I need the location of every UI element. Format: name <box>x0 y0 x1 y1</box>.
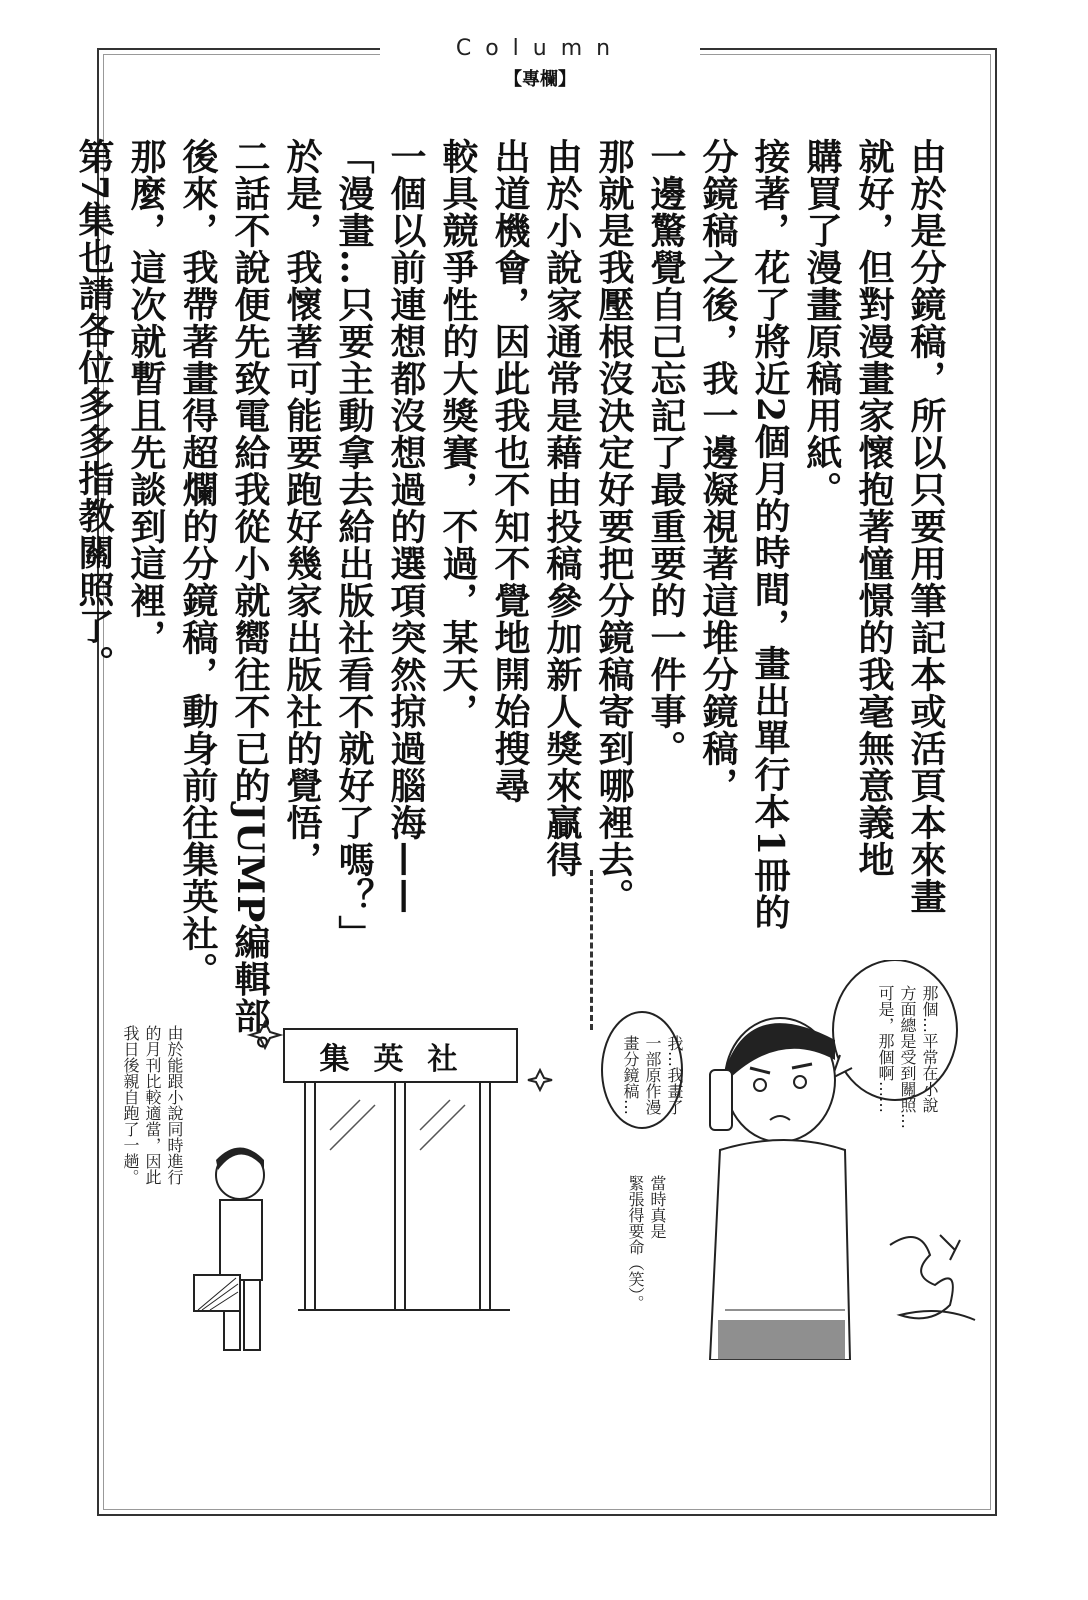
body-line: 就好，但對漫畫家懷抱著憧憬的我毫無意義地 <box>853 138 895 878</box>
body-line: 接著，花了將近2個月的時間，畫出單行本1冊的 <box>749 138 791 931</box>
body-line: 由於是分鏡稿，所以只要用筆記本或活頁本來畫 <box>905 138 947 915</box>
column-subtitle: 【專欄】 <box>504 69 576 90</box>
bubble-left-line: 一部原作漫 <box>643 1035 662 1115</box>
bubble-right-line: 那個…平常在小說 <box>920 985 939 1113</box>
body-line: 第7集也請各位多多指教關照了。 <box>73 138 115 683</box>
body-line: 出道機會，因此我也不知不覺地開始搜尋 <box>489 138 531 804</box>
body-line: 購買了漫畫原稿用紙。 <box>801 138 843 508</box>
bubble-right-line: 方面總是受到關照… <box>898 985 917 1129</box>
side-note-line: 由於能跟小說同時進行 <box>165 1025 184 1185</box>
side-note-line: 我日後親自跑了一趟。 <box>121 1025 140 1185</box>
body-line: 那就是我壓根沒決定好要把分鏡稿寄到哪裡去。 <box>593 138 635 915</box>
bubble-left <box>620 1035 684 1115</box>
dashed-divider <box>590 870 593 1030</box>
body-line: 由於小說家通常是藉由投稿參加新人獎來贏得 <box>541 138 583 878</box>
building-sign: 集英社 <box>283 1028 518 1083</box>
caption-line: 當時真是 <box>648 1175 667 1239</box>
body-line: 一個以前連想都沒想過的選項突然掠過腦海—— <box>385 138 427 915</box>
body-line: 一邊驚覺自己忘記了最重要的一件事。 <box>645 138 687 767</box>
body-line: 那麼，這次就暫且先談到這裡， <box>125 138 167 656</box>
column-header <box>380 30 700 100</box>
body-line: 較具競爭性的大獎賽，不過，某天， <box>437 138 479 730</box>
caption <box>625 1175 667 1311</box>
bubble-left-line: 我…我畫了 <box>665 1035 684 1115</box>
bubble-right-line: 可是，那個啊…… <box>876 985 895 1113</box>
bubble-right <box>875 985 939 1129</box>
body-line: 於是，我懷著可能要跑好幾家出版社的覺悟， <box>281 138 323 878</box>
body-line: 「漫畫…只要主動拿去給出版社看不就好了嗎？」 <box>333 138 375 952</box>
caption-line: 緊張得要命（笑）。 <box>626 1175 645 1311</box>
side-note-line: 的月刊比較適當，因此 <box>143 1025 162 1185</box>
bubble-left-line: 畫分鏡稿… <box>621 1035 640 1115</box>
body-line: 後來，我帶著畫得超爛的分鏡稿，動身前往集英社。 <box>177 138 219 989</box>
body-line: 分鏡稿之後，我一邊凝視著這堆分鏡稿， <box>697 138 739 804</box>
side-note <box>120 1025 184 1185</box>
column-title: Column <box>455 36 625 61</box>
body-line: 二話不說便先致電給我從小就嚮往不已的JUMP編輯部。 <box>229 138 271 1072</box>
author-signature <box>880 1215 990 1335</box>
